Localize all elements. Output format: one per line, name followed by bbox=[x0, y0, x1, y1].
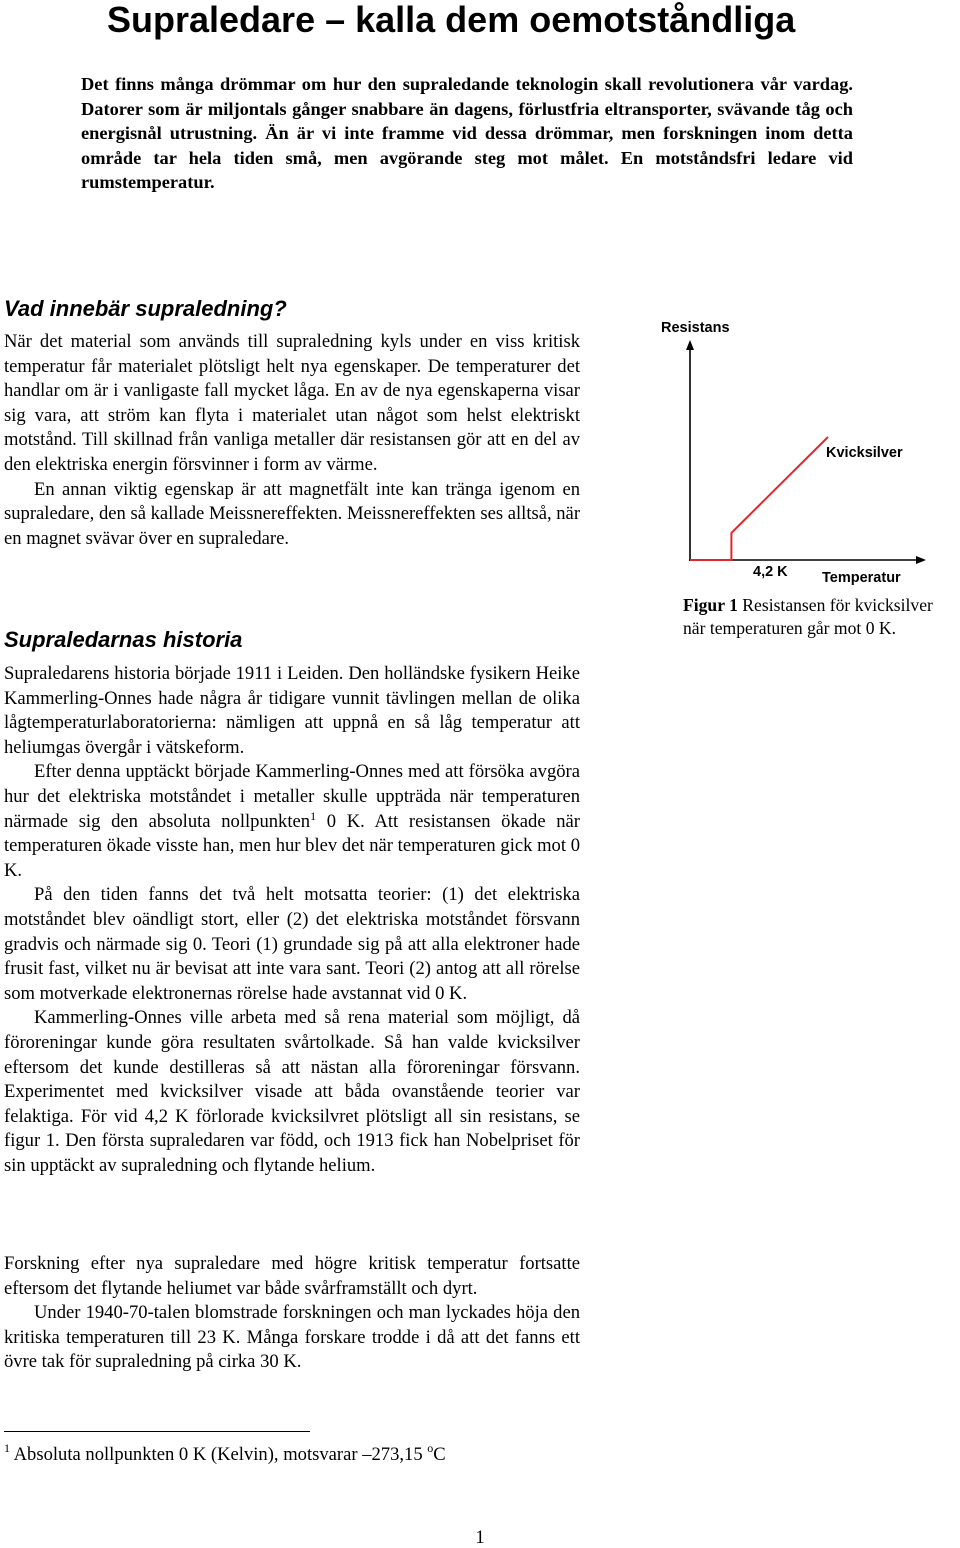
section-body-historia bbox=[4, 662, 580, 1178]
footnote-unit: C bbox=[433, 1444, 446, 1465]
footnote bbox=[4, 1443, 446, 1467]
paragraph: På den tiden fanns det två helt motsatta teorier: (1) det elektriska motståndet blev oändligt stort, eller (2) det elektriska motståndet försvann gradvis och närmade sig 0. Teori (1) grundade sig på att alla elektroner hade frusit fast, vilket nu är bevisat att inte vara sant. Teori (2) antog att all rörelse som motverkade elektronernas rörelse hade avstannat vid 0 K. bbox=[4, 884, 580, 1004]
paragraph: Under 1940-70-talen blomstrade forskningen och man lyckades höja den kritiska temperaturen till 23 K. Många forskare trodde i då att det fanns ett övre tak för supraledning på cirka 30 K. bbox=[4, 1302, 580, 1373]
paragraph: Kammerling-Onnes ville arbeta med så rena material som möjligt, då föroreningar kunde göra resultaten svårtolkade. Så han valde kvicksilver eftersom det kunde destilleras så att nästan alla föroreningar försvann. Experimentet med kvicksilver visade att båda ovanstående teorier var felaktiga. För vid 4,2 K förlorade kvicksilvret plötsligt all sin resistans, se figur 1. Den första supraledaren var född, och 1913 fick han Nobelpriset för sin upptäckt av supraledning och flytande helium. bbox=[4, 1007, 580, 1176]
paragraph bbox=[4, 760, 580, 883]
x-tick-label: 4,2 K bbox=[753, 564, 788, 580]
intro-paragraph: Det finns många drömmar om hur den supraledande teknologin skall revolutionera vår vardag. Datorer som är miljontals gånger snabbare än dagens, förlustfria eltransporter, svävande tåg och energisnål utrustning. Än är vi inte framme vid dessa drömmar, men forskningen inom detta område tar hela tiden små, men avgörande steg mot målet. En motståndsfri ledare vid rumstemperatur. bbox=[81, 74, 853, 193]
section-body-supraledning bbox=[4, 330, 580, 551]
figure-caption-text: Resistansen för kvicksilver när temperaturen går mot 0 K. bbox=[683, 595, 933, 638]
page-title: Supraledare – kalla dem oemotståndliga bbox=[107, 0, 796, 40]
footnote-text: Absoluta nollpunkten 0 K (Kelvin), motsvarar –273,15 bbox=[13, 1444, 428, 1465]
y-axis-label: Resistans bbox=[661, 320, 730, 336]
series-label-kvicksilver: Kvicksilver bbox=[826, 445, 903, 461]
degree-symbol: o bbox=[427, 1441, 434, 1455]
section-heading-supraledning: Vad innebär supraledning? bbox=[4, 296, 287, 321]
paragraph-text: Efter denna upptäckt började Kammerling-Onnes med att försöka avgöra hur det elektriska motståndet i metaller skulle uppträda när temperaturen närmade sig den absoluta nollpunkten bbox=[4, 761, 580, 832]
y-axis-arrowhead bbox=[686, 340, 694, 350]
footnote-divider bbox=[4, 1431, 310, 1432]
figure-caption-label: Figur 1 bbox=[683, 595, 738, 615]
paragraph: Supraledarens historia började 1911 i Leiden. Den holländske fysikern Heike Kammerling-Onnes hade några år tidigare vunnit tävlingen mellan de olika lågtemperaturlaboratorierna: nämligen att uppnå en så låg temperatur att heliumgas övergår i vätskeform. bbox=[4, 663, 580, 758]
paragraph: Forskning efter nya supraledare med högre kritisk temperatur fortsatte eftersom det flytande heliumet var både svårframställt och dyrt. bbox=[4, 1253, 580, 1299]
paragraph-text: 0 K. Att resistansen ökade när temperaturen ökade visste han, men hur blev det när temperaturen gick mot 0 K. bbox=[4, 810, 580, 881]
resistance-chart bbox=[655, 312, 935, 592]
paragraph: En annan viktig egenskap är att magnetfält inte kan tränga igenom en supraledare, den så kallade Meissnereffekten. Meissnereffekten ses alltså, när en magnet svävar över en supraledare. bbox=[4, 478, 581, 549]
footnote-reference: 1 bbox=[310, 808, 317, 823]
paragraph: När det material som används till supraledning kyls under en viss kritisk temperatur får materialet plötsligt helt nya egenskaper. De temperaturer det handlar om är i vanligaste fall mycket låga. En av de nya egenskaperna visar sig vara, att ström kan flyta i materialet utan något som helst elektriskt motstånd. Till skillnad från vanliga metaller där resistansen gör att en del av den elektriska energin försvinner i form av värme. bbox=[4, 331, 580, 475]
footnote-marker: 1 bbox=[4, 1441, 10, 1455]
resistance-figure bbox=[655, 312, 935, 592]
section-body-forskning bbox=[4, 1252, 580, 1375]
section-heading-historia: Supraledarnas historia bbox=[4, 627, 243, 652]
page-number: 1 bbox=[475, 1527, 485, 1548]
figure-caption bbox=[683, 594, 959, 640]
x-axis-arrowhead bbox=[916, 556, 926, 564]
x-axis-label: Temperatur bbox=[822, 570, 901, 586]
series-line-kvicksilver bbox=[690, 437, 828, 560]
